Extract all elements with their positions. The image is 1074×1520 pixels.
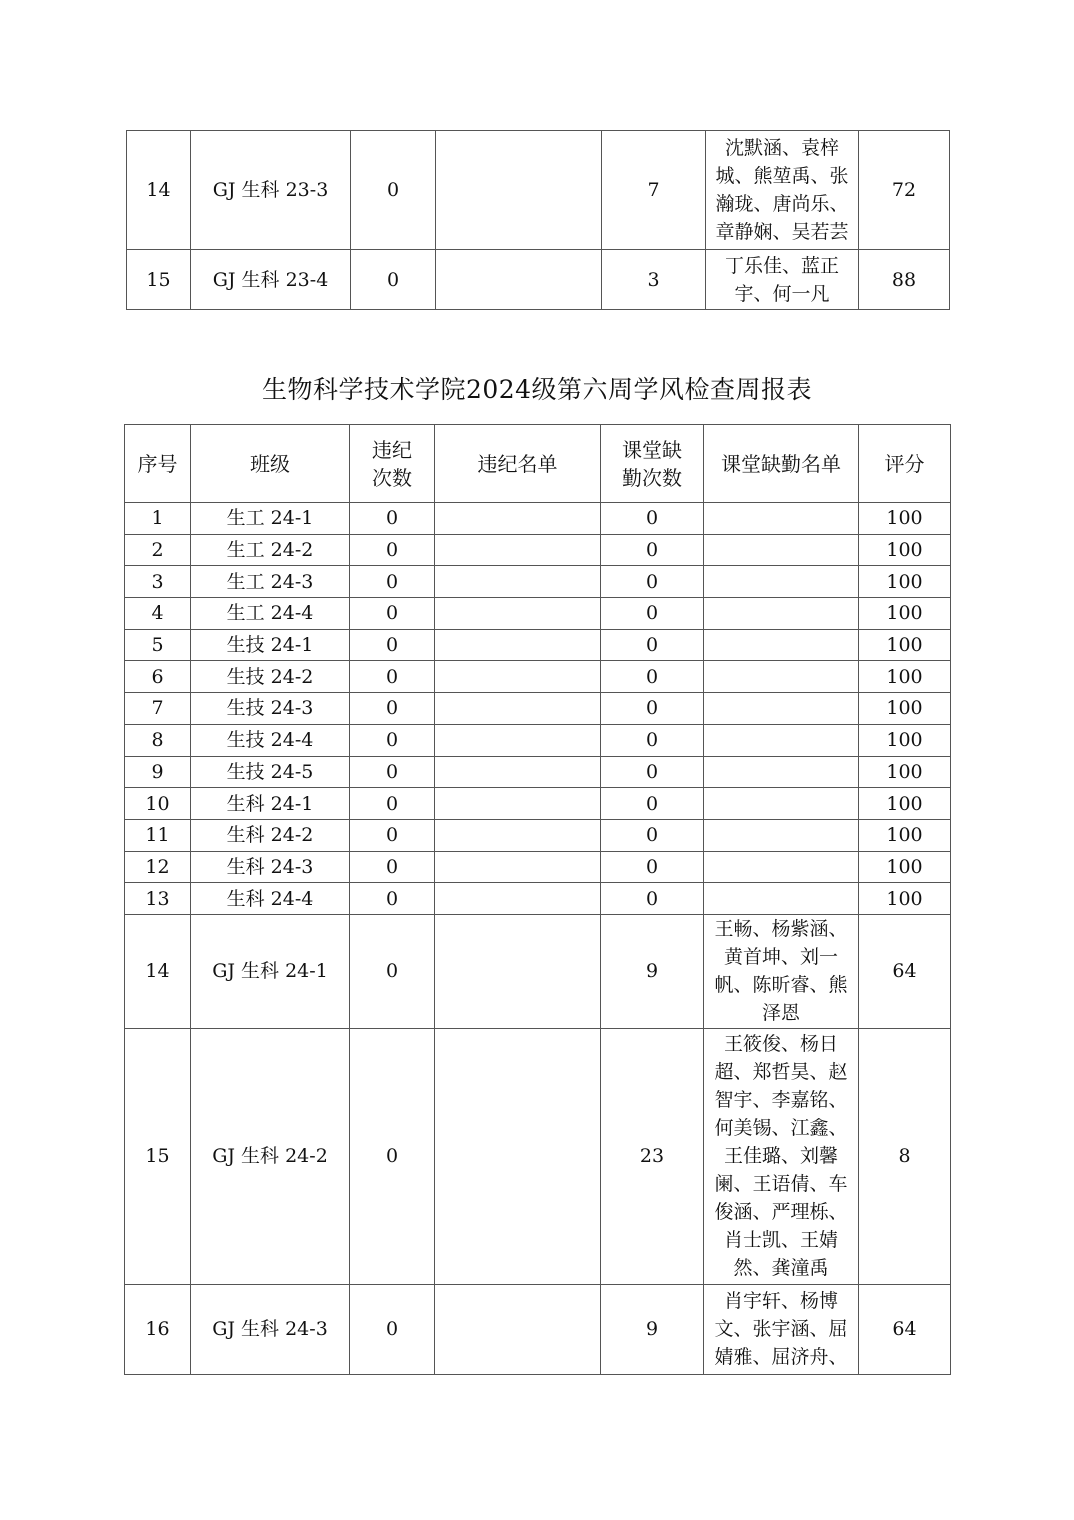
score: 100 — [859, 819, 951, 851]
table-row — [125, 819, 951, 851]
absence-names — [704, 756, 859, 788]
absence-count: 0 — [601, 819, 704, 851]
absence-names: 王筱俊、杨日超、郑哲昊、赵智宇、李嘉铭、何美锡、江鑫、王佳璐、刘馨阑、王语倩、车俊涵、严理栎、肖士凯、王婧然、龚潼禹 — [704, 1028, 859, 1284]
table-row — [125, 724, 951, 756]
class-name: 生工 24-4 — [191, 598, 350, 630]
absence-count: 0 — [601, 566, 704, 598]
absence-names — [704, 629, 859, 661]
table-row — [125, 883, 951, 915]
row-number: 2 — [125, 534, 191, 566]
violation-names — [435, 566, 601, 598]
class-name: GJ 生科 23-4 — [191, 250, 351, 310]
violation-count: 0 — [350, 851, 435, 883]
absence-count: 0 — [601, 629, 704, 661]
score: 100 — [859, 629, 951, 661]
row-number: 14 — [127, 131, 191, 250]
violation-count: 0 — [350, 1284, 435, 1374]
class-name: 生科 24-1 — [191, 788, 350, 820]
score: 100 — [859, 851, 951, 883]
violation-count: 0 — [350, 534, 435, 566]
class-name: 生技 24-4 — [191, 724, 350, 756]
absence-names — [704, 598, 859, 630]
table-row — [125, 534, 951, 566]
absence-names: 沈默涵、袁梓城、熊堃禹、张瀚珑、唐尚乐、章静娴、吴若芸 — [706, 131, 859, 250]
table-row — [125, 598, 951, 630]
table-row — [125, 914, 951, 1028]
violation-count: 0 — [350, 724, 435, 756]
score: 64 — [859, 1284, 951, 1374]
score: 72 — [859, 131, 950, 250]
absence-names — [704, 883, 859, 915]
row-number: 8 — [125, 724, 191, 756]
violation-names — [435, 819, 601, 851]
score: 100 — [859, 661, 951, 693]
class-name: 生技 24-3 — [191, 693, 350, 725]
table-row — [125, 1028, 951, 1284]
header-absence-names: 课堂缺勤名单 — [704, 425, 859, 503]
class-name: 生工 24-3 — [191, 566, 350, 598]
row-number: 16 — [125, 1284, 191, 1374]
row-number: 15 — [125, 1028, 191, 1284]
violation-names — [436, 250, 602, 310]
class-name: GJ 生科 24-2 — [191, 1028, 350, 1284]
score: 88 — [859, 250, 950, 310]
violation-names — [435, 1284, 601, 1374]
violation-count: 0 — [350, 819, 435, 851]
previous-report-table — [126, 130, 950, 310]
table-header-row — [125, 425, 951, 503]
main-table-body — [125, 503, 951, 1375]
violation-count: 0 — [350, 883, 435, 915]
table-row — [125, 788, 951, 820]
score: 8 — [859, 1028, 951, 1284]
violation-count: 0 — [350, 693, 435, 725]
table-row — [127, 250, 950, 310]
score: 100 — [859, 788, 951, 820]
class-name: 生科 24-4 — [191, 883, 350, 915]
absence-names — [704, 724, 859, 756]
violation-names — [436, 131, 602, 250]
header-absences — [601, 425, 704, 503]
absence-names — [704, 788, 859, 820]
header-no: 序号 — [125, 425, 191, 503]
class-name: 生技 24-5 — [191, 756, 350, 788]
absence-names — [704, 661, 859, 693]
violation-count: 0 — [350, 661, 435, 693]
table-row — [125, 503, 951, 535]
table-row — [127, 131, 950, 250]
header-violation-names: 违纪名单 — [435, 425, 601, 503]
row-number: 5 — [125, 629, 191, 661]
absence-count: 9 — [601, 1284, 704, 1374]
row-number: 9 — [125, 756, 191, 788]
violation-count: 0 — [350, 914, 435, 1028]
row-number: 4 — [125, 598, 191, 630]
score: 100 — [859, 534, 951, 566]
score: 100 — [859, 503, 951, 535]
absence-count: 7 — [602, 131, 706, 250]
violation-names — [435, 598, 601, 630]
table-row — [125, 756, 951, 788]
absence-count: 0 — [601, 598, 704, 630]
score: 100 — [859, 724, 951, 756]
header-score: 评分 — [859, 425, 951, 503]
violation-names — [435, 756, 601, 788]
absence-names: 王畅、杨紫涵、黄首坤、刘一帆、陈昕睿、熊泽恩 — [704, 914, 859, 1028]
absence-names: 丁乐佳、蓝正宇、何一凡 — [706, 250, 859, 310]
row-number: 1 — [125, 503, 191, 535]
violation-count: 0 — [351, 131, 436, 250]
absence-names — [704, 693, 859, 725]
class-name: GJ 生科 24-3 — [191, 1284, 350, 1374]
absence-names — [704, 819, 859, 851]
class-name: 生工 24-2 — [191, 534, 350, 566]
violation-count: 0 — [350, 788, 435, 820]
absence-count: 0 — [601, 724, 704, 756]
violation-names — [435, 883, 601, 915]
score: 100 — [859, 598, 951, 630]
absence-count: 0 — [601, 503, 704, 535]
report-title: 生物科学技术学院2024级第六周学风检查周报表 — [261, 375, 813, 404]
table-row — [125, 566, 951, 598]
absence-count: 3 — [602, 250, 706, 310]
row-number: 3 — [125, 566, 191, 598]
violation-names — [435, 629, 601, 661]
score: 100 — [859, 883, 951, 915]
class-name: GJ 生科 24-1 — [191, 914, 350, 1028]
absence-count: 0 — [601, 756, 704, 788]
violation-count: 0 — [350, 756, 435, 788]
absence-count: 0 — [601, 851, 704, 883]
row-number: 7 — [125, 693, 191, 725]
violation-names — [435, 534, 601, 566]
table-row — [125, 661, 951, 693]
header-absences-text: 课堂缺勤次数 — [622, 437, 682, 490]
violation-count: 0 — [350, 629, 435, 661]
violation-count: 0 — [351, 250, 436, 310]
score: 100 — [859, 756, 951, 788]
header-violations-text: 违纪次数 — [372, 437, 412, 490]
violation-count: 0 — [350, 503, 435, 535]
violation-names — [435, 851, 601, 883]
absence-count: 9 — [601, 914, 704, 1028]
row-number: 12 — [125, 851, 191, 883]
violation-names — [435, 661, 601, 693]
header-violations — [350, 425, 435, 503]
score: 100 — [859, 566, 951, 598]
row-number: 14 — [125, 914, 191, 1028]
absence-names — [704, 534, 859, 566]
violation-names — [435, 914, 601, 1028]
score: 100 — [859, 693, 951, 725]
class-name: 生科 24-2 — [191, 819, 350, 851]
header-class: 班级 — [191, 425, 350, 503]
table-row — [125, 629, 951, 661]
class-name: 生科 24-3 — [191, 851, 350, 883]
violation-names — [435, 693, 601, 725]
violation-names — [435, 503, 601, 535]
violation-names — [435, 724, 601, 756]
absence-count: 0 — [601, 693, 704, 725]
row-number: 15 — [127, 250, 191, 310]
absence-count: 0 — [601, 534, 704, 566]
class-name: GJ 生科 23-3 — [191, 131, 351, 250]
class-name: 生工 24-1 — [191, 503, 350, 535]
weekly-report-table — [124, 424, 951, 1375]
violation-names — [435, 1028, 601, 1284]
absence-names — [704, 503, 859, 535]
row-number: 13 — [125, 883, 191, 915]
absence-names: 肖宇轩、杨博文、张宇涵、屈婧雅、屈济舟、 — [704, 1284, 859, 1374]
violation-count: 0 — [350, 1028, 435, 1284]
table-row — [125, 693, 951, 725]
row-number: 6 — [125, 661, 191, 693]
violation-count: 0 — [350, 598, 435, 630]
score: 64 — [859, 914, 951, 1028]
absence-names — [704, 851, 859, 883]
table-row — [125, 1284, 951, 1374]
absence-count: 0 — [601, 883, 704, 915]
class-name: 生技 24-1 — [191, 629, 350, 661]
row-number: 11 — [125, 819, 191, 851]
absence-count: 0 — [601, 661, 704, 693]
row-number: 10 — [125, 788, 191, 820]
table-row — [125, 851, 951, 883]
absence-count: 23 — [601, 1028, 704, 1284]
violation-names — [435, 788, 601, 820]
previous-table-body — [127, 131, 950, 310]
class-name: 生技 24-2 — [191, 661, 350, 693]
violation-count: 0 — [350, 566, 435, 598]
absence-count: 0 — [601, 788, 704, 820]
absence-names — [704, 566, 859, 598]
